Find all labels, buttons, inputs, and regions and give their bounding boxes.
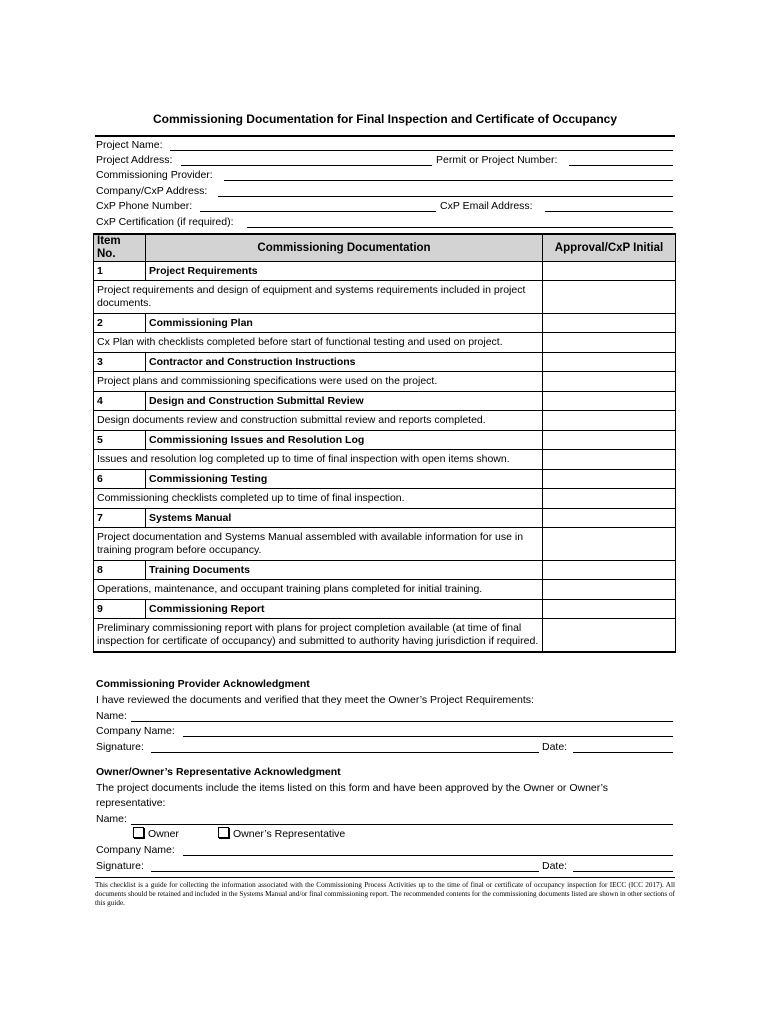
provider-date-field[interactable] xyxy=(573,752,673,753)
provider-company-label: Company Name: xyxy=(96,725,175,737)
item-number: 7 xyxy=(94,509,146,528)
rep-checkbox[interactable] xyxy=(218,827,229,838)
project-name-field[interactable] xyxy=(170,150,673,151)
item-description-row xyxy=(94,333,676,353)
item-description: Cx Plan with checklists completed before start of functional testing and used on project. xyxy=(94,333,543,353)
owner-option-label: Owner xyxy=(148,828,179,840)
item-row xyxy=(94,314,676,333)
provider-name-label: Name: xyxy=(96,710,127,722)
item-description-row xyxy=(94,528,676,561)
permit-number-field[interactable] xyxy=(569,165,673,166)
phone-label: CxP Phone Number: xyxy=(96,200,193,212)
table-header-row xyxy=(94,234,676,262)
item-number: 3 xyxy=(94,353,146,372)
owner-checkbox[interactable] xyxy=(133,827,144,838)
owner-company-label: Company Name: xyxy=(96,844,175,856)
item-title: Commissioning Plan xyxy=(146,314,543,333)
provider-date-label: Date: xyxy=(542,741,568,753)
footnote-rule xyxy=(95,877,675,878)
provider-ack-heading: Commissioning Provider Acknowledgment xyxy=(96,678,310,690)
project-address-field[interactable] xyxy=(181,165,432,166)
commissioning-table xyxy=(93,233,676,653)
item-description: Preliminary commissioning report with plans for project completion available (at time of final inspection for certificate of occupancy) and submitted to authority having jurisdiction if required. xyxy=(94,619,543,653)
title-rule xyxy=(95,135,675,137)
item-number: 2 xyxy=(94,314,146,333)
item-row xyxy=(94,262,676,281)
item-description-row xyxy=(94,489,676,509)
item-description: Project documentation and Systems Manual assembled with available information for use in training program before occupancy. xyxy=(94,528,543,561)
rep-option[interactable] xyxy=(218,827,345,842)
item-number: 9 xyxy=(94,600,146,619)
item-description: Commissioning checklists completed up to time of final inspection. xyxy=(94,489,543,509)
approval-initial-cell[interactable] xyxy=(543,528,676,561)
approval-initial-cell[interactable] xyxy=(543,372,676,392)
phone-field[interactable] xyxy=(200,211,436,212)
approval-initial-cell[interactable] xyxy=(543,411,676,431)
item-row xyxy=(94,392,676,411)
item-row xyxy=(94,561,676,580)
item-row xyxy=(94,431,676,450)
project-name-label: Project Name: xyxy=(96,139,163,151)
item-number: 4 xyxy=(94,392,146,411)
provider-name-field[interactable] xyxy=(131,721,673,722)
item-number: 1 xyxy=(94,262,146,281)
header-item-no: Item No. xyxy=(94,234,146,262)
item-title: Commissioning Report xyxy=(146,600,543,619)
item-description-row xyxy=(94,281,676,314)
item-row xyxy=(94,600,676,619)
permit-number-label: Permit or Project Number: xyxy=(436,154,558,166)
item-row xyxy=(94,470,676,489)
item-title: Systems Manual xyxy=(146,509,543,528)
item-approval-cell[interactable] xyxy=(543,600,676,619)
owner-option[interactable] xyxy=(133,827,179,842)
owner-company-field[interactable] xyxy=(183,855,673,856)
approval-initial-cell[interactable] xyxy=(543,619,676,653)
owner-date-field[interactable] xyxy=(573,871,673,872)
item-description-row xyxy=(94,411,676,431)
item-number: 8 xyxy=(94,561,146,580)
commissioning-provider-label: Commissioning Provider: xyxy=(96,169,213,181)
item-description: Operations, maintenance, and occupant training plans completed for initial training. xyxy=(94,580,543,600)
footnote: This checklist is a guide for collecting the information associated with the Commissioning Process Activities up to the time of final or certificate of occupancy inspection for IECC (ICC 2017). All documents should be retained and included in the Systems Manual and/or final commissioning report. The recommended contents for the commissioning documents listed are shown in other sections of this guide. xyxy=(95,881,675,907)
item-approval-cell[interactable] xyxy=(543,431,676,450)
owner-signature-label: Signature: xyxy=(96,860,144,872)
owner-name-field[interactable] xyxy=(131,824,673,825)
item-row xyxy=(94,509,676,528)
item-title: Contractor and Construction Instructions xyxy=(146,353,543,372)
provider-company-field[interactable] xyxy=(183,736,673,737)
owner-date-label: Date: xyxy=(542,860,568,872)
item-number: 6 xyxy=(94,470,146,489)
item-description: Design documents review and construction submittal review and reports completed. xyxy=(94,411,543,431)
header-approval: Approval/CxP Initial xyxy=(543,234,676,262)
item-description-row xyxy=(94,372,676,392)
provider-signature-field[interactable] xyxy=(151,752,539,753)
item-title: Commissioning Issues and Resolution Log xyxy=(146,431,543,450)
approval-initial-cell[interactable] xyxy=(543,450,676,470)
approval-initial-cell[interactable] xyxy=(543,281,676,314)
company-address-field[interactable] xyxy=(218,196,673,197)
provider-signature-label: Signature: xyxy=(96,741,144,753)
item-description-row xyxy=(94,450,676,470)
company-address-label: Company/CxP Address: xyxy=(96,185,208,197)
certification-field[interactable] xyxy=(247,227,673,228)
item-approval-cell[interactable] xyxy=(543,470,676,489)
item-approval-cell[interactable] xyxy=(543,314,676,333)
email-label: CxP Email Address: xyxy=(440,200,533,212)
item-title: Training Documents xyxy=(146,561,543,580)
item-title: Project Requirements xyxy=(146,262,543,281)
approval-initial-cell[interactable] xyxy=(543,580,676,600)
email-field[interactable] xyxy=(545,211,673,212)
item-description: Project plans and commissioning specifications were used on the project. xyxy=(94,372,543,392)
owner-signature-field[interactable] xyxy=(151,871,539,872)
item-description-row xyxy=(94,619,676,653)
owner-name-label: Name: xyxy=(96,813,127,825)
item-approval-cell[interactable] xyxy=(543,262,676,281)
approval-initial-cell[interactable] xyxy=(543,489,676,509)
header-documentation: Commissioning Documentation xyxy=(146,234,543,262)
rep-option-label: Owner’s Representative xyxy=(233,828,346,840)
commissioning-provider-field[interactable] xyxy=(224,180,673,181)
item-description: Issues and resolution log completed up to time of final inspection with open items shown. xyxy=(94,450,543,470)
item-row xyxy=(94,353,676,372)
document-title: Commissioning Documentation for Final Inspection and Certificate of Occupancy xyxy=(152,112,618,126)
item-approval-cell[interactable] xyxy=(543,509,676,528)
owner-ack-text: The project documents include the items listed on this form and have been approved by the Owner or Owner’s representative: xyxy=(96,782,609,809)
certification-label: CxP Certification (if required): xyxy=(96,216,234,228)
item-title: Commissioning Testing xyxy=(146,470,543,489)
item-approval-cell[interactable] xyxy=(543,561,676,580)
owner-ack-heading: Owner/Owner’s Representative Acknowledgment xyxy=(96,766,341,778)
item-number: 5 xyxy=(94,431,146,450)
approval-initial-cell[interactable] xyxy=(543,333,676,353)
item-title: Design and Construction Submittal Review xyxy=(146,392,543,411)
project-address-label: Project Address: xyxy=(96,154,173,166)
item-description: Project requirements and design of equipment and systems requirements included in project documents. xyxy=(94,281,543,314)
provider-ack-text: I have reviewed the documents and verified that they meet the Owner’s Project Requirements: xyxy=(96,694,534,706)
item-approval-cell[interactable] xyxy=(543,353,676,372)
item-description-row xyxy=(94,580,676,600)
item-approval-cell[interactable] xyxy=(543,392,676,411)
